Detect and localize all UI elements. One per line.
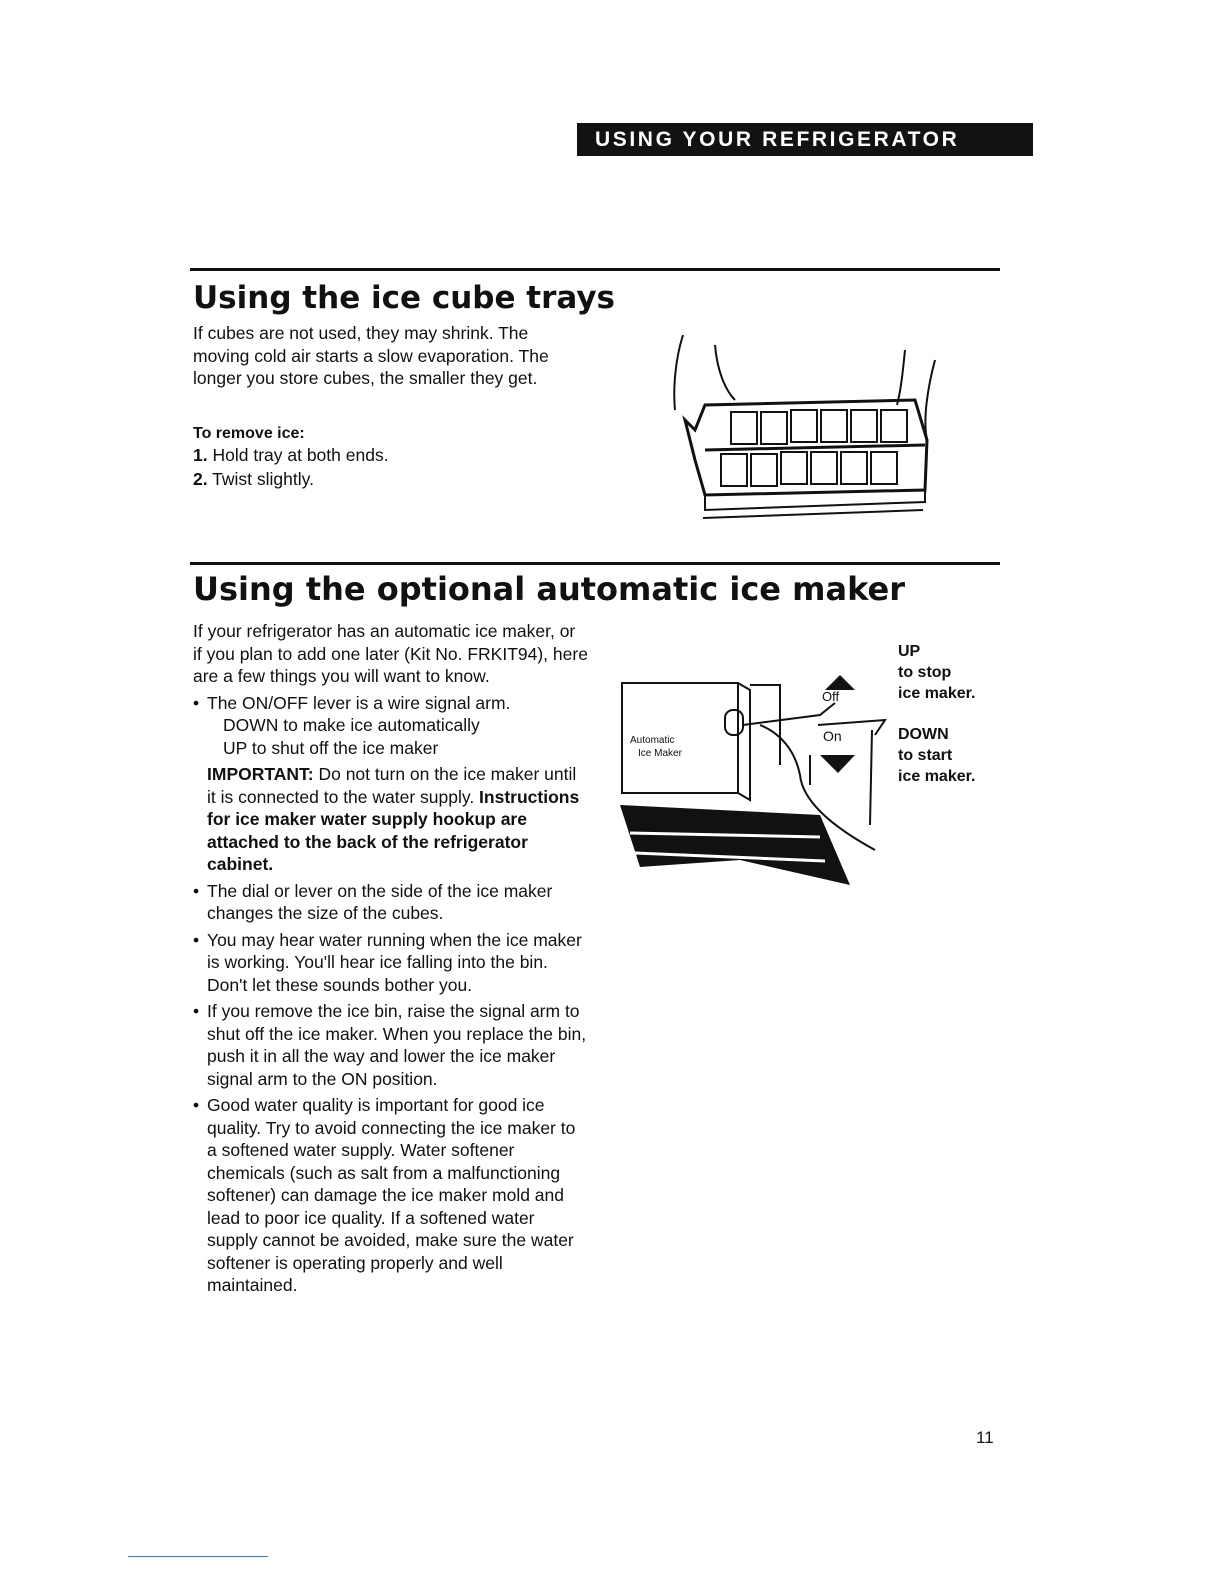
lever-down-text: DOWN to make ice automatically xyxy=(223,715,480,735)
page-number: 11 xyxy=(976,1428,994,1447)
bullet-item: • Good water quality is important for good ice quality. Try to avoid connecting the ice maker to a softened water supply. Water softener chemicals (such as salt from a malfunctioning softener) can damage the ice maker mold and lead to poor ice quality. If a softened water supply cannot be avoided, make sure the water softener is operating properly and well maintained. xyxy=(193,1094,588,1297)
bullet-item: • The ON/OFF lever is a wire signal arm. xyxy=(193,692,588,715)
on-label: On xyxy=(823,728,842,744)
section-rule-icemaker xyxy=(190,562,1000,565)
lever-up-text: UP to shut off the ice maker xyxy=(223,737,439,758)
important-note: IMPORTANT: Do not turn on the ice maker until it is connected to the water supply. Instructions for ice maker water supply hookup are attached to the back of the refrigerator cabinet. xyxy=(207,764,580,874)
icemaker-intro: If your refrigerator has an automatic ice maker, or if you plan to add one later (Kit No. FRKIT94), here are a few things you will want to know. xyxy=(193,621,588,686)
ice-tray-illustration xyxy=(665,330,945,525)
section-banner: USING YOUR REFRIGERATOR xyxy=(577,123,1033,156)
trays-steps xyxy=(193,425,593,491)
step-item: 2. Twist slightly. xyxy=(193,469,314,489)
heading-automatic-ice-maker: Using the optional automatic ice maker xyxy=(193,570,905,608)
ice-maker-illustration xyxy=(620,655,900,895)
step-item: 1. Hold tray at both ends. xyxy=(193,445,389,465)
off-label: Off xyxy=(822,689,840,704)
trays-intro: If cubes are not used, they may shrink. The moving cold air starts a slow evaporation. The longer you store cubes, the smaller they get. xyxy=(193,323,549,388)
steps-heading: To remove ice: xyxy=(193,425,305,442)
heading-ice-cube-trays: Using the ice cube trays xyxy=(193,280,616,316)
box-label-ice-maker: Ice Maker xyxy=(638,748,682,759)
up-label: UP to stop ice maker. xyxy=(898,643,976,702)
box-label-automatic: Automatic xyxy=(630,735,675,746)
footer-line xyxy=(128,1556,268,1557)
section-rule-trays xyxy=(190,268,1000,271)
icemaker-text-column xyxy=(193,620,588,1297)
down-label: DOWN to start ice maker. xyxy=(898,726,976,785)
bullet-item: • The dial or lever on the side of the ice maker changes the size of the cubes. xyxy=(193,880,588,925)
bullet-item: • You may hear water running when the ice maker is working. You'll hear ice falling into the bin. Don't let these sounds bother you. xyxy=(193,929,588,997)
bullet-item: • If you remove the ice bin, raise the signal arm to shut off the ice maker. When you replace the bin, push it in all the way and lower the ice maker signal arm to the ON position. xyxy=(193,1000,588,1090)
steps-list xyxy=(193,443,593,491)
